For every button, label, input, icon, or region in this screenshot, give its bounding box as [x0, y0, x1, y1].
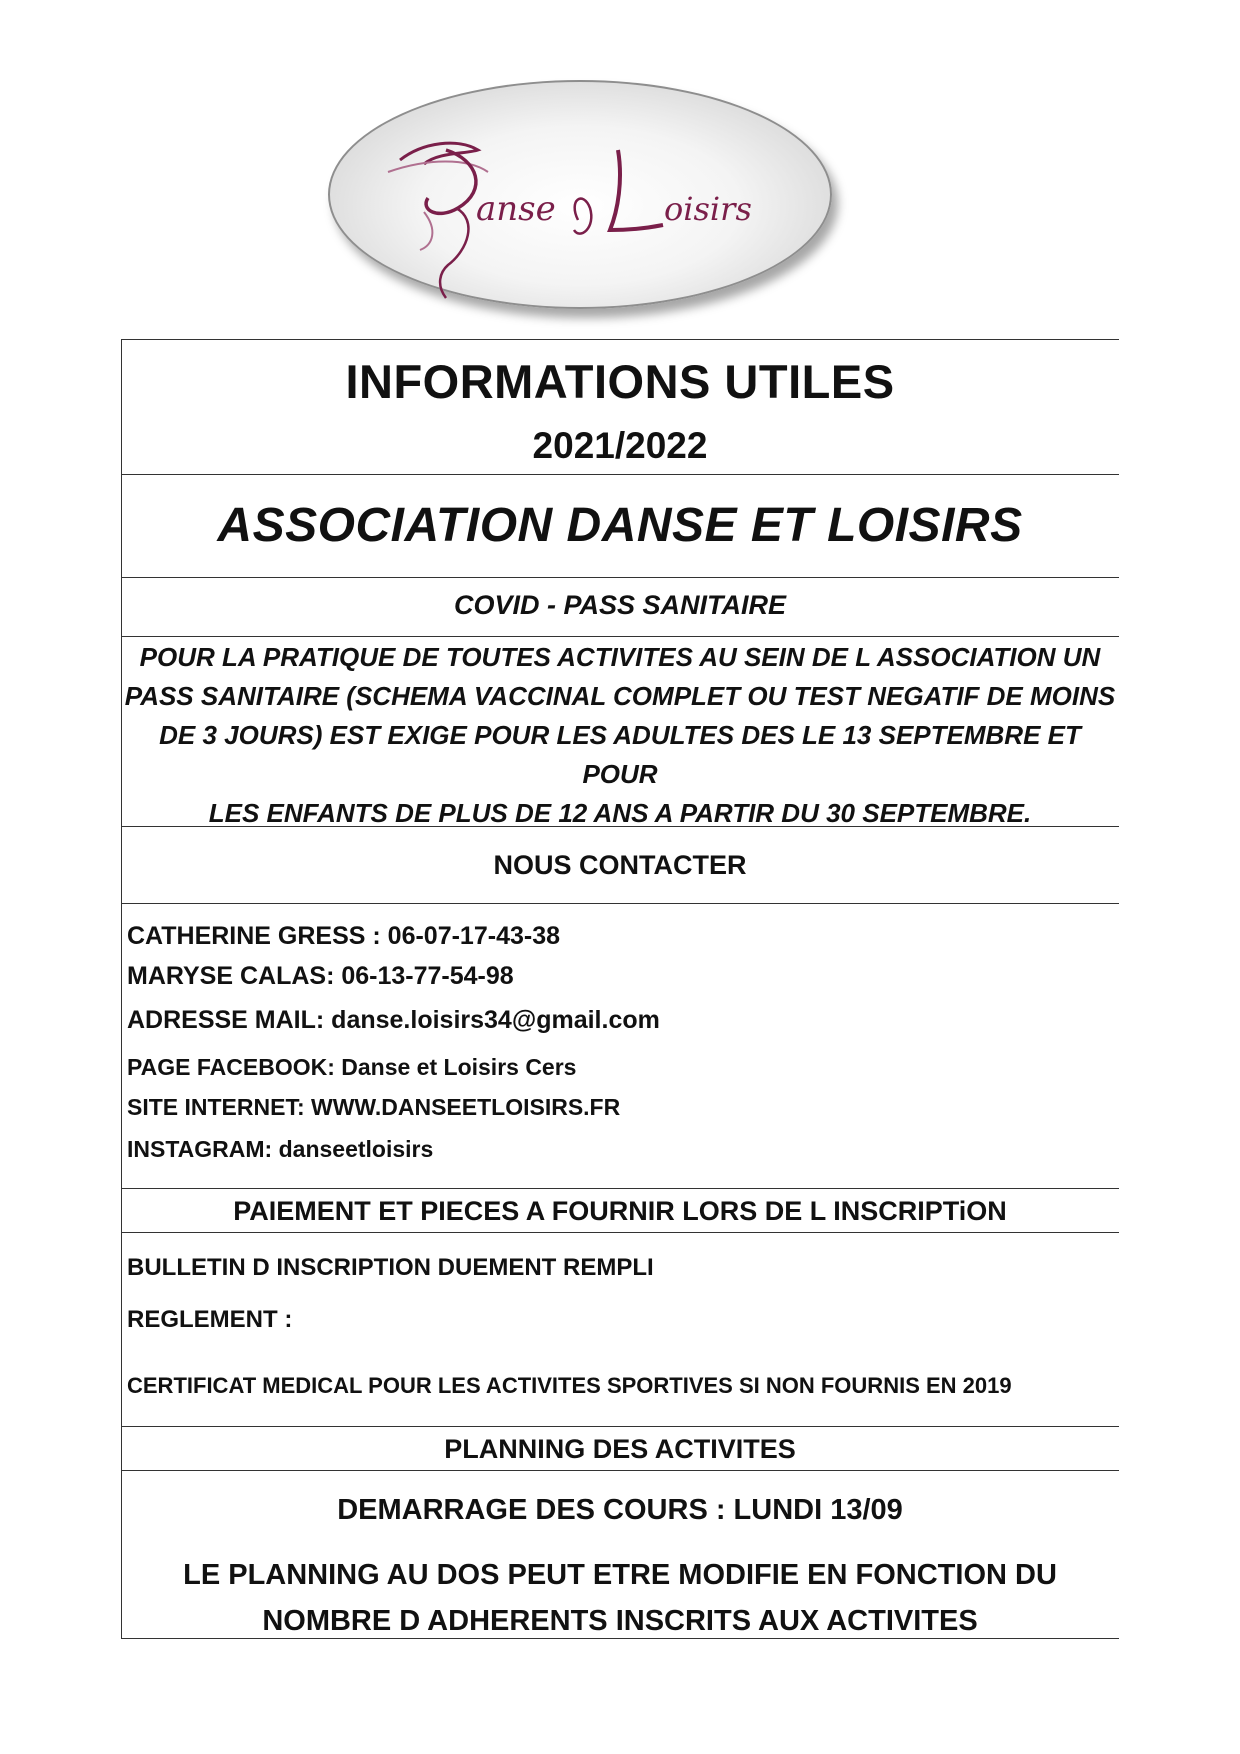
covid-title: COVID - PASS SANITAIRE — [453, 590, 787, 620]
covid-line: PASS SANITAIRE (SCHEMA VACCINAL COMPLET OU TEST NEGATIF DE MOINS — [124, 681, 1116, 711]
planning-note — [121, 1552, 1119, 1644]
contact-facebook[interactable]: PAGE FACEBOOK: Danse et Loisirs Cers — [127, 1054, 577, 1080]
logo-text-danse: anse — [476, 189, 556, 229]
planning-start: DEMARRAGE DES COURS : LUNDI 13/09 — [337, 1494, 903, 1526]
paiement-item: CERTIFICAT MEDICAL POUR LES ACTIVITES SPORTIVES SI NON FOURNIS EN 2019 — [127, 1373, 1012, 1398]
covid-line: DE 3 JOURS) EST EXIGE POUR LES ADULTES DES LE 13 SEPTEMBRE ET POUR — [159, 720, 1081, 789]
divider — [121, 577, 1119, 578]
paiement-item: REGLEMENT : — [127, 1306, 293, 1333]
divider — [121, 636, 1119, 637]
paiement-item: BULLETIN D INSCRIPTION DUEMENT REMPLI — [127, 1254, 654, 1281]
contact-title: NOUS CONTACTER — [493, 850, 747, 880]
contact-email[interactable]: ADRESSE MAIL: danse.loisirs34@gmail.com — [127, 1006, 660, 1034]
divider — [121, 1188, 1119, 1189]
contact-instagram[interactable]: INSTAGRAM: danseetloisirs — [127, 1136, 434, 1162]
association-name: ASSOCIATION DANSE ET LOISIRS — [217, 499, 1023, 552]
divider — [121, 339, 1119, 340]
logo-text-loisirs: oisirs — [664, 190, 752, 228]
divider — [121, 1470, 1119, 1471]
logo-emblem — [328, 80, 838, 318]
logo — [328, 80, 838, 318]
divider — [121, 1426, 1119, 1427]
paiement-title: PAIEMENT ET PIECES A FOURNIR LORS DE L INSCRIPTiON — [233, 1196, 1007, 1226]
divider — [121, 903, 1119, 904]
covid-line: POUR LA PRATIQUE DE TOUTES ACTIVITES AU SEIN DE L ASSOCIATION UN — [139, 642, 1101, 672]
covid-text — [121, 638, 1119, 833]
contact-website[interactable]: SITE INTERNET: WWW.DANSEETLOISIRS.FR — [127, 1094, 621, 1120]
covid-line: LES ENFANTS DE PLUS DE 12 ANS A PARTIR DU 30 SEPTEMBRE. — [208, 798, 1032, 828]
planning-note-line: LE PLANNING AU DOS PEUT ETRE MODIFIE EN FONCTION DU — [183, 1559, 1057, 1591]
planning-note-line: NOMBRE D ADHERENTS INSCRITS AUX ACTIVITES — [262, 1605, 978, 1637]
contact-phone-maryse: MARYSE CALAS: 06-13-77-54-98 — [127, 962, 514, 990]
page-title: INFORMATIONS UTILES — [345, 355, 895, 408]
season-year: 2021/2022 — [532, 425, 708, 466]
divider — [121, 474, 1119, 475]
planning-title: PLANNING DES ACTIVITES — [444, 1434, 796, 1464]
divider — [121, 1232, 1119, 1233]
contact-phone-catherine: CATHERINE GRESS : 06-07-17-43-38 — [127, 922, 561, 950]
